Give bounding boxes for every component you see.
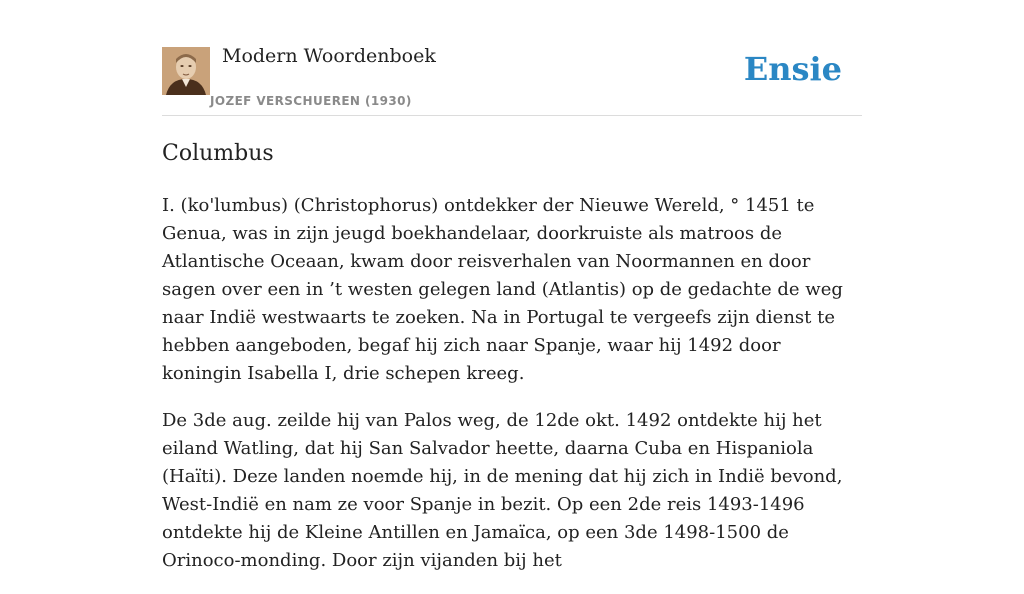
entry-paragraph: I. (ko'lumbus) (Christophorus) ontdekker der Nieuwe Wereld, ° 1451 te Genua, was in zijn jeugd boekhandelaar, doorkruiste als matroos de Atlantische Oceaan, kwam door reisverhalen van Noormannen en door sagen over een in ’t westen gelegen land (Atlantis) op de gedachte de weg naar Indië westwaarts te zoeken. Na in Portugal te vergeefs zijn dienst te hebben aangeboden, begaf hij zich naar Spanje, waar hij 1492 door koningin Isabella I, drie schepen kreeg. [162, 195, 843, 384]
author-name[interactable]: JOZEF VERSCHUEREN (1930) [210, 94, 412, 108]
author-avatar[interactable] [162, 47, 210, 95]
site-header [162, 0, 862, 116]
author-portrait-icon [162, 47, 210, 95]
entry-title: Columbus [162, 141, 274, 166]
book-title[interactable]: Modern Woordenboek [222, 45, 436, 67]
entry-content [162, 192, 862, 594]
brand-logo[interactable]: Ensie [743, 50, 842, 88]
entry-paragraph: De 3de aug. zeilde hij van Palos weg, de 12de okt. 1492 ontdekte hij het eiland Watling, dat hij San Salvador heette, daarna Cuba en Hispaniola (Haïti). Deze landen noemde hij, in de mening dat hij zich in Indië bevond, West-Indië en nam ze voor Spanje in bezit. Op een 2de reis 1493-1496 ontdekte hij de Kleine Antillen en Jamaïca, op een 3de 1498-1500 de Orinoco-monding. Door zijn vijanden bij het [162, 410, 843, 571]
